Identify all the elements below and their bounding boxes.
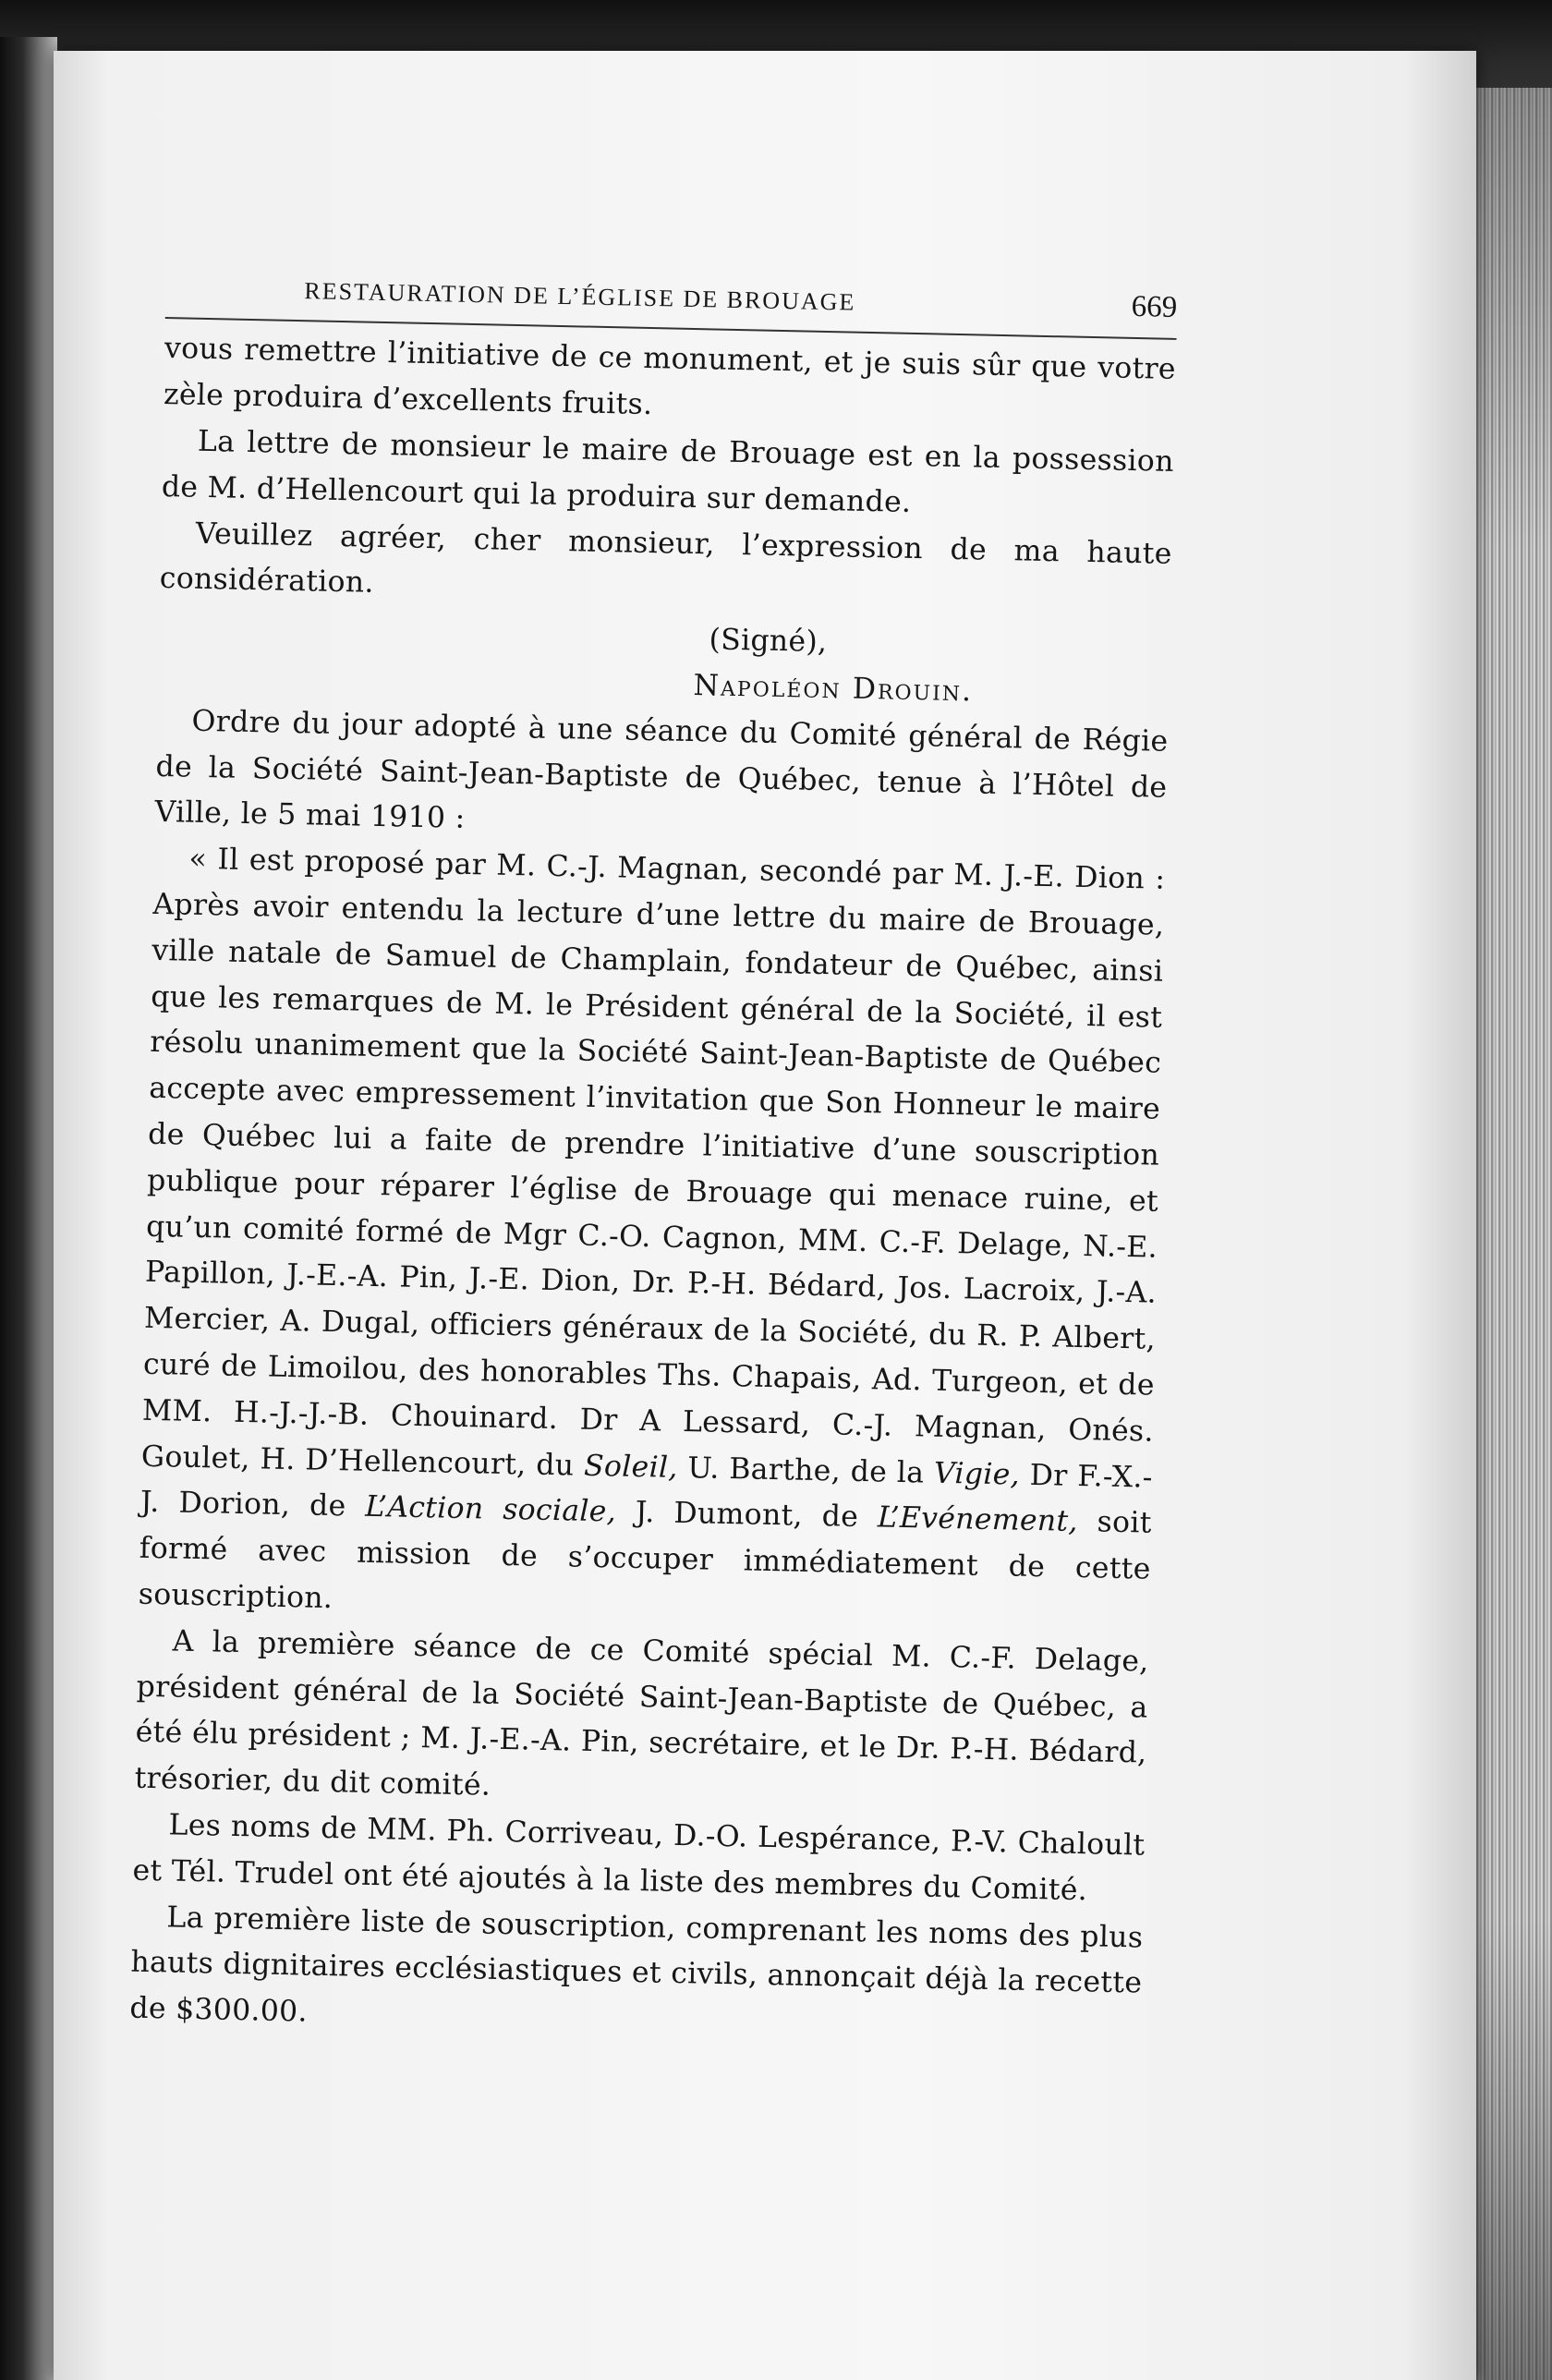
signature-signed: (Signé), — [709, 623, 828, 660]
letter-paragraph-1: vous remettre l’initiative de ce monument, et je suis sûr que votre zèle produira d’excellents fruits. — [163, 332, 1177, 422]
page-content — [129, 263, 1178, 2053]
book-gutter-edge — [0, 37, 57, 2380]
newspaper-vigie: Vigie, — [933, 1456, 1021, 1492]
page-header — [165, 263, 1178, 340]
body-text — [129, 326, 1176, 2053]
newspaper-evenement: L’Evénement, — [877, 1500, 1079, 1539]
running-head: RESTAURATION DE L’ÉGLISE DE BROUAGE — [304, 277, 856, 316]
book-page — [54, 51, 1476, 2380]
newspaper-soleil: Soleil, — [583, 1449, 678, 1485]
letter-paragraph-3: Veuillez agréer, cher monsieur, l’expression de ma haute considération. — [159, 516, 1173, 601]
resolution-intro: Ordre du jour adopté à une séance du Comité général de Régie de la Société Saint-Jean-Baptiste de Québec, tenue à l’Hôtel de Ville, le 5 mai 1910 : — [154, 704, 1169, 836]
newspaper-action-sociale: L’Action sociale, — [364, 1490, 617, 1529]
resolution-text-part-c: Dr F.-X.-J. Dorion, de — [139, 1458, 1154, 1524]
resolution-text — [138, 836, 1165, 1639]
committee-first-session: A la première séance de ce Comité spécial M. C.-F. Delage, président général de la Société Saint-Jean-Baptiste de Québec, a été élu président ; M. J.-E.-A. Pin, secrétaire, et le Dr. P.-H. Bédard, trésorier, du dit comité. — [134, 1624, 1149, 1803]
resolution-text-part-b: U. Barthe, de la — [686, 1451, 925, 1489]
page-number: 669 — [1131, 289, 1178, 324]
resolution-text-part-e: soit formé avec mission de s’occuper immédiatement de cette souscription. — [138, 1505, 1152, 1616]
signature-author: Napoléon Drouin. — [693, 669, 974, 709]
letter-paragraph-2: La lettre de monsieur le maire de Brouage est en la possession de M. d’Hellencourt qui la produira sur demande. — [161, 424, 1175, 519]
committee-added-members: Les noms de MM. Ph. Corriveau, D.-O. Lespérance, P.-V. Chaloult et Tél. Trudel ont été ajoutés à la liste des membres du Comité. — [132, 1808, 1146, 1907]
resolution-text-part-d: J. Dumont, de — [635, 1496, 859, 1535]
resolution-text-part-a: « Il est proposé par M. C.-J. Magnan, secondé par M. J.-E. Dion : Après avoir entendu la lecture d’une lettre du maire de Brouage, ville natale de Samuel de Champlain, fondateur de Québec, ainsi que les remarques de M. le Président général de la Société, il est résolu unanimement que la Société Saint-Jean-Baptiste de Québec accepte avec empressement l’invitation que Son Honneur le maire de Québec lui a faite de prendre l’initiative d’une souscription publique pour réparer l’église de Brouage qui menace ruine, et qu’un comité formé de Mgr C.-O. Cagnon, MM. C.-F. Delage, N.-E. Papillon, J.-E.-A. Pin, J.-E. Dion, Dr. P.-H. Bédard, Jos. Lacroix, J.-A. Mercier, A. Dugal, officiers généraux de la Société, du R. P. Albert, curé de Limoilou, des honorables Ths. Chapais, Ad. Turgeon, et de MM. H.-J.-J.-B. Chouinard. Dr A Lessard, C.-J. Magnan, Onés. Goulet, H. D’Hellencourt, du — [140, 842, 1166, 1483]
subscription-first-list: La première liste de souscription, comprenant les noms des plus hauts dignitaires ecclésiastiques et civils, annonçait déjà la recette de $300.00. — [129, 1900, 1144, 2029]
page-stack-edge — [1464, 88, 1552, 2380]
